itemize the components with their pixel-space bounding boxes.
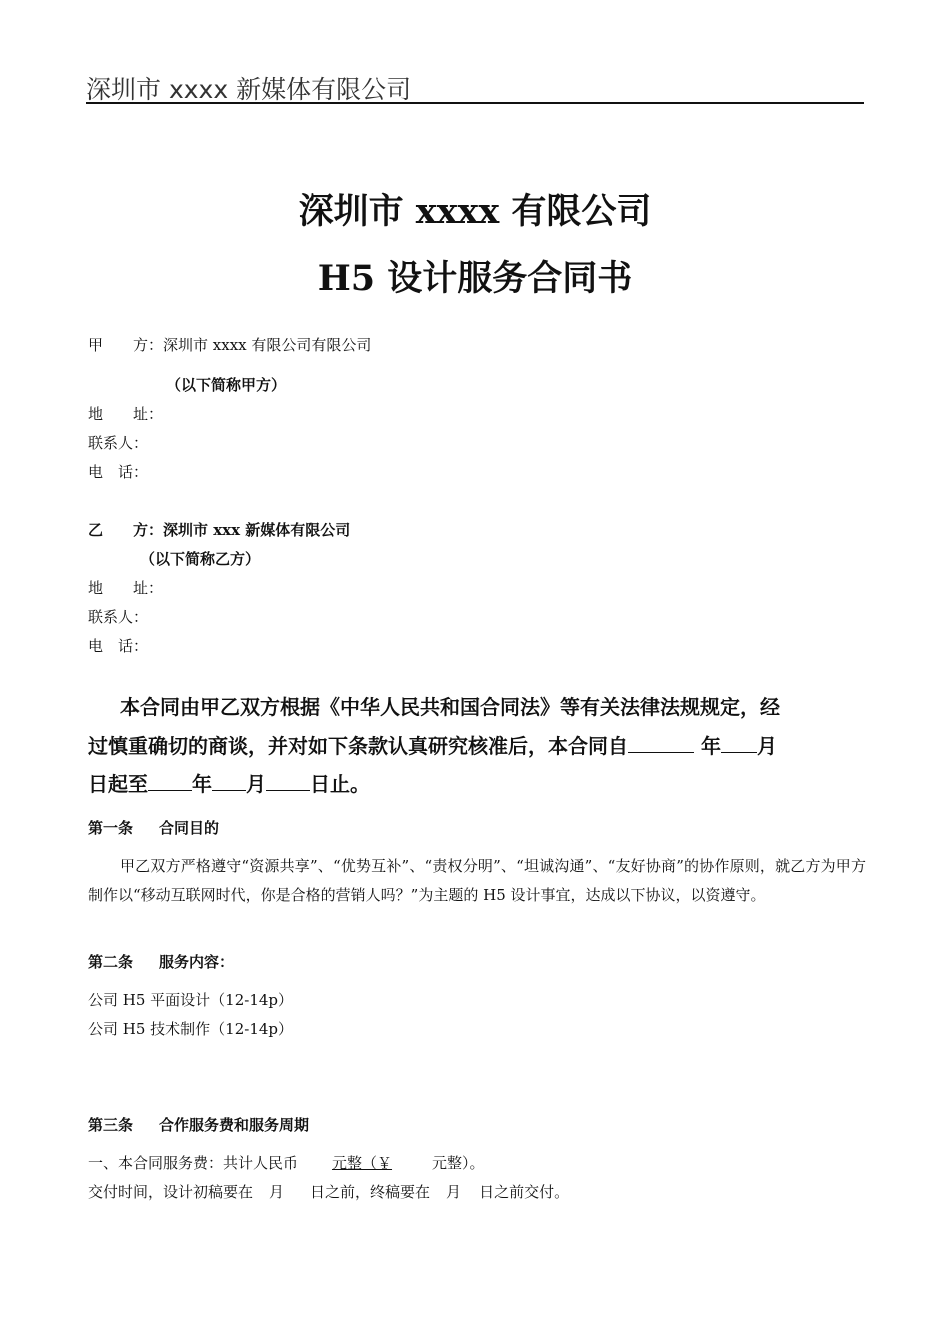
doc-title-company: 深圳市 xxxx 有限公司 <box>298 191 652 232</box>
intro-line-2 <box>88 727 866 765</box>
party-b-label: 乙 方： <box>88 521 164 539</box>
delivery-line <box>88 1182 569 1202</box>
party-b-phone: 电 话： <box>88 637 149 655</box>
article-2-heading <box>88 952 234 972</box>
intro-line-1: 本合同由甲乙双方根据《中华人民共和国合同法》等有关法律法规规定，经 <box>120 695 780 719</box>
end-month-blank <box>212 768 246 791</box>
intro-line-3-text: 日起至 <box>88 772 148 796</box>
page-header <box>86 68 864 104</box>
party-a-line <box>88 335 371 355</box>
article-1-body: 甲乙双方严格遵守“资源共享”、“优势互补”、“责权分明”、“坦诚沟通”、“友好协商”的协作原则，就乙方为甲方制作以“移动互联网时代，你是合格的营销人吗？”为主题的 H5 设计事宜，达成以下协议，以资遵守。 <box>88 857 866 904</box>
intro-end-day-label: 日止。 <box>310 772 370 796</box>
intro-line-3 <box>88 765 866 803</box>
party-b-alias: （以下简称乙方） <box>140 550 261 568</box>
party-a-phone: 电 话： <box>88 463 149 481</box>
service-item: 公司 H5 平面设计（12-14p） <box>88 991 294 1009</box>
intro-line-2-text: 过慎重确切的商谈，并对如下条款认真研究核准后，本合同自 <box>88 734 628 758</box>
party-a-label: 甲 方： <box>88 336 164 354</box>
header-company: 深圳市 xxxx 新媒体有限公司 <box>86 75 412 104</box>
delivery-draft-month: 月 <box>269 1183 285 1201</box>
end-year-blank <box>148 768 192 791</box>
delivery-final-end: 日之前交付。 <box>479 1183 570 1201</box>
article-1-title: 合同目的 <box>159 819 220 837</box>
party-a-contact: 联系人： <box>88 434 149 452</box>
delivery-draft-label: 交付时间，设计初稿要在 <box>88 1183 254 1201</box>
fee-label: 一、本合同服务费：共计人民币 <box>88 1154 299 1172</box>
party-a-address: 地 址： <box>88 405 164 423</box>
delivery-final-month: 月 <box>446 1183 462 1201</box>
start-year-blank <box>628 730 694 753</box>
delivery-final-label: 日之前，终稿要在 <box>310 1183 431 1201</box>
intro-end-month-label: 月 <box>246 772 266 796</box>
intro-year-label: 年 <box>700 734 721 758</box>
article-3-heading <box>88 1115 309 1135</box>
doc-title-contract: H5 设计服务合同书 <box>317 258 633 299</box>
article-2-num: 第二条 <box>88 953 134 971</box>
intro-month-label: 月 <box>756 734 777 758</box>
party-a-alias: （以下简称甲方） <box>166 376 287 394</box>
article-1-num: 第一条 <box>88 819 134 837</box>
intro-end-year-label: 年 <box>192 772 212 796</box>
party-b-line <box>88 520 350 540</box>
service-fee-line <box>88 1153 485 1173</box>
party-b-address: 地 址： <box>88 579 164 597</box>
start-month-blank <box>721 730 757 753</box>
party-b-name: 深圳市 xxx 新媒体有限公司 <box>163 521 351 539</box>
article-3-num: 第三条 <box>88 1116 134 1134</box>
service-item: 公司 H5 技术制作（12-14p） <box>88 1020 294 1038</box>
party-a-name: 深圳市 xxxx 有限公司有限公司 <box>163 336 372 354</box>
fee-figure-label: 元整）。 <box>432 1154 485 1172</box>
fee-rmb-label: 元整（￥ <box>332 1154 393 1172</box>
article-3-title: 合作服务费和服务周期 <box>159 1116 310 1134</box>
article-1-heading <box>88 818 219 838</box>
article-2-title: 服务内容： <box>159 953 235 971</box>
party-b-contact: 联系人： <box>88 608 149 626</box>
end-day-blank <box>266 768 310 791</box>
fee-amount-blank <box>298 1153 392 1173</box>
